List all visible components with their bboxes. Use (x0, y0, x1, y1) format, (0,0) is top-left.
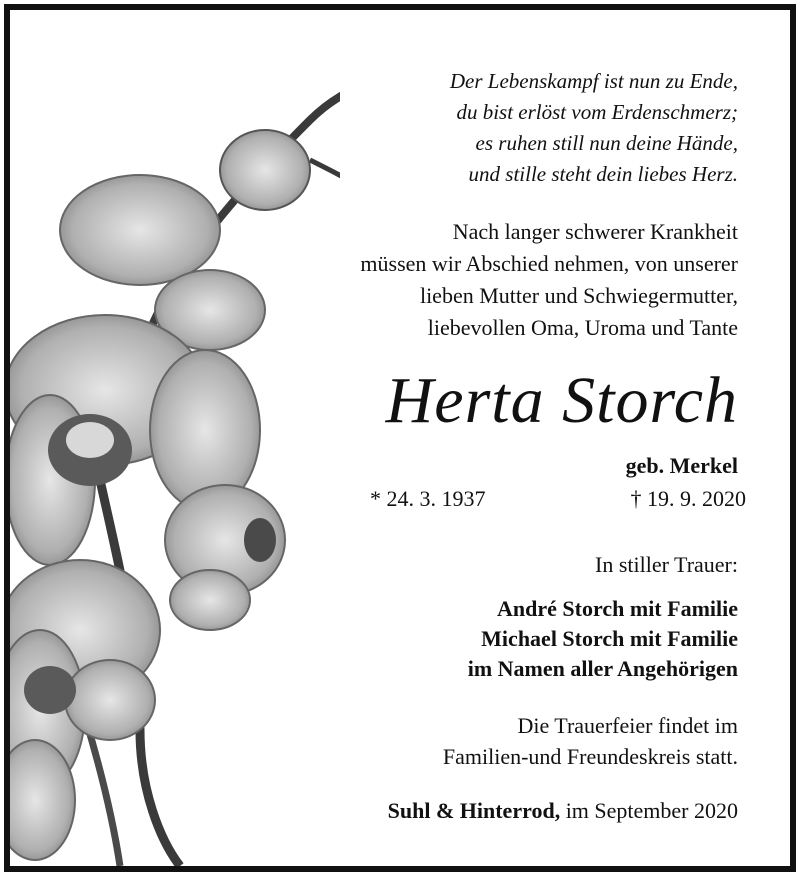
poem-line: und stille steht dein liebes Herz. (468, 162, 738, 186)
birth-name: geb. Merkel (625, 453, 738, 478)
ceremony-line: Familien-und Freundeskreis statt. (442, 744, 738, 769)
mourner-line: Michael Storch mit Familie (481, 626, 738, 651)
place: Suhl & Hinterrod, (387, 798, 561, 823)
announcement-line: müssen wir Abschied nehmen, von unserer (360, 251, 738, 276)
place-date-line (388, 796, 738, 826)
announcement-line: Nach langer schwerer Krankheit (452, 219, 738, 244)
death-date: † 19. 9. 2020 (630, 486, 746, 511)
mourning-label: In stiller Trauer: (595, 552, 738, 577)
poem-line: du bist erlöst vom Erdenschmerz; (456, 100, 738, 124)
ceremony-line: Die Trauerfeier findet im (517, 713, 738, 738)
mourner-line: im Namen aller Angehörigen (467, 656, 738, 681)
announcement-line: lieben Mutter und Schwiegermutter, (419, 283, 738, 308)
obituary-frame (4, 4, 796, 872)
life-dates (370, 486, 746, 516)
orchid-illustration (10, 10, 340, 866)
announcement-line: liebevollen Oma, Uroma und Tante (427, 315, 738, 340)
deceased-name: Herta Storch (385, 364, 738, 437)
date-line: im September 2020 (565, 798, 738, 823)
mourner-line: André Storch mit Familie (497, 596, 738, 621)
ceremony-note (443, 710, 738, 772)
mourners-list (468, 594, 738, 684)
announcement-text (360, 216, 738, 344)
poem (450, 66, 738, 190)
poem-line: Der Lebenskampf ist nun zu Ende, (449, 69, 738, 93)
poem-line: es ruhen still nun deine Hände, (475, 131, 738, 155)
birth-date: * 24. 3. 1937 (370, 486, 486, 511)
